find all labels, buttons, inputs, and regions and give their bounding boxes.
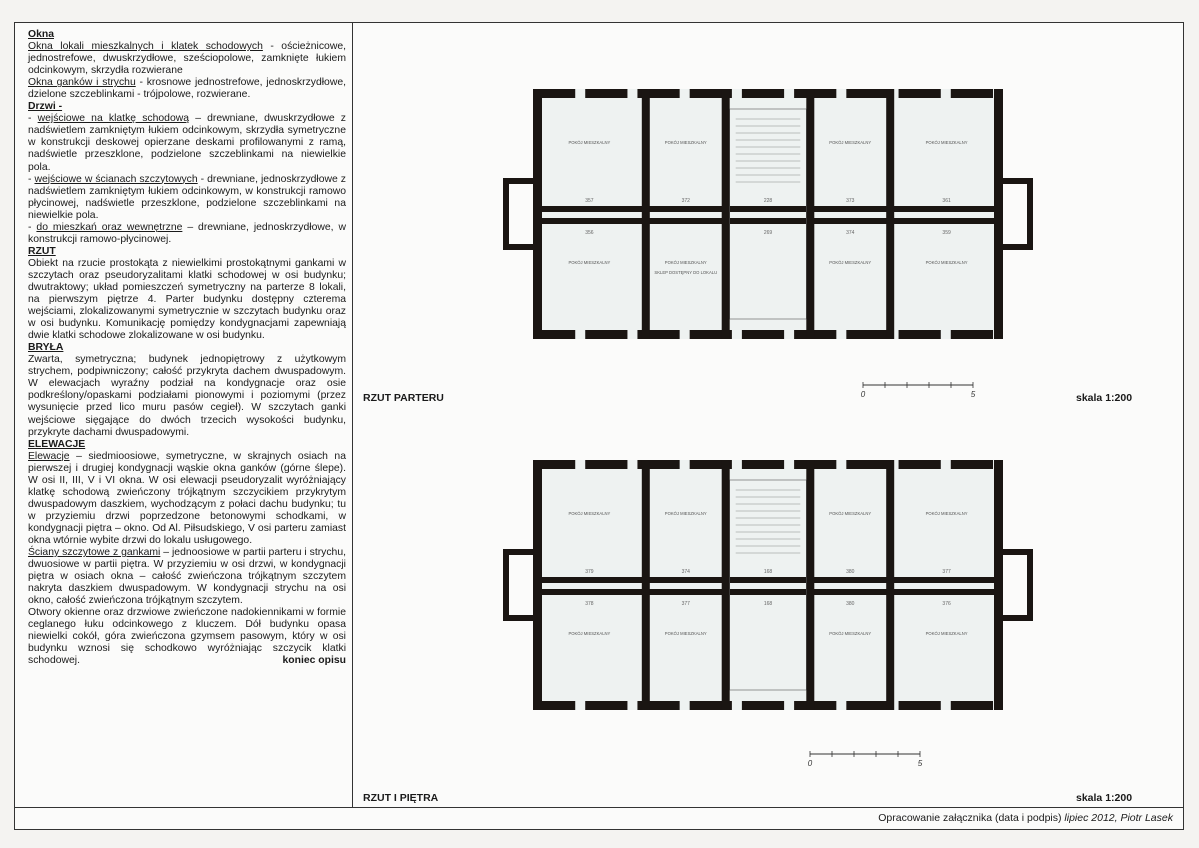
first-room-label: POKÓJ MIESZKALNY xyxy=(925,511,968,516)
first-dimension-label: 168 xyxy=(763,569,773,575)
ground-room-label: POKÓJ MIESZKALNY xyxy=(925,140,968,145)
first-scalebar-max: 5 xyxy=(917,759,923,768)
first-scalebar-min: 0 xyxy=(807,759,813,768)
first-dimension-label: 376 xyxy=(942,601,951,607)
ground-spine-wall-b xyxy=(533,218,1003,224)
ground-scalebar-max: 5 xyxy=(970,390,976,399)
drawing-sheet xyxy=(14,22,1184,830)
ground-right-porch-wall xyxy=(1027,178,1033,250)
bryla-paragraph: Zwarta, symetryczna; budynek jednopiętrowy z użytkowym strychem, podpiwniczony; całość przykryta dachem dwuspadowym. W elewacjach wyraźny podział na kondygnacje oraz osie podkreślony/opaskami podziałami pionowymi i poziomymi (przez wysunięcie przed lico muru pasów cegieł). W szczytach ganki wejściowe sięgające do dwóch trzecich wysokości budynku, przykryte dachami dwuspadowymi. xyxy=(28,354,346,438)
ground-spine-wall-a xyxy=(533,206,1003,212)
first-spine-wall-b xyxy=(533,589,1003,595)
first-top-wall xyxy=(846,460,888,469)
first-plan xyxy=(503,460,1033,710)
first-top-wall xyxy=(794,460,836,469)
ground-bottom-wall xyxy=(951,330,993,339)
heading-bryla: BRYŁA xyxy=(28,342,64,354)
first-left-porch-wall xyxy=(503,549,509,621)
description-panel xyxy=(15,23,353,807)
first-bottom-wall xyxy=(742,701,784,710)
ground-bottom-wall xyxy=(742,330,784,339)
ground-room-label: POKÓJ MIESZKALNY xyxy=(829,260,872,265)
ground-left-wall xyxy=(533,89,542,339)
first-right-wall xyxy=(994,460,1003,710)
first-dimension-label: 378 xyxy=(585,601,594,607)
ground-top-wall xyxy=(899,89,941,98)
ground-dimension-label: 359 xyxy=(942,230,951,236)
floor-plans-svg xyxy=(353,23,1183,807)
first-dimension-label: 379 xyxy=(585,569,594,575)
first-bottom-wall xyxy=(899,701,941,710)
first-dimension-label: 377 xyxy=(681,601,690,607)
first-room-label: POKÓJ MIESZKALNY xyxy=(568,511,611,516)
ground-top-wall xyxy=(742,89,784,98)
end-of-description: koniec opisu xyxy=(282,655,346,667)
ground-top-wall xyxy=(951,89,993,98)
first-top-wall xyxy=(585,460,627,469)
first-right-porch-wall xyxy=(1027,549,1033,621)
first-dimension-label: 380 xyxy=(846,601,855,607)
ground-room-label: POKÓJ MIESZKALNY xyxy=(664,260,707,265)
first-top-wall xyxy=(742,460,784,469)
okna-paragraph-1: Okna lokali mieszkalnych i klatek schodowych - ościeżnicowe, jednostrefowe, dwuskrzydłowe, sześciopolowe, zamknięte łukiem odcinkowym, skrzydła rozwierane xyxy=(28,41,346,77)
heading-rzut: RZUT xyxy=(28,245,56,257)
elewacje-paragraph-1: Elewacje – siedmioosiowe, symetryczne, w skrajnych osiach na pierwszej i drugiej kondygnacji wąskie okna ganków (górne ślepe). W osi II, III, V i VI okna. W osi elewacji pseudoryzalit wyróżniający klatkę schodową zwieńczony trójkątnym szczycikiem przykrytym dwuspadowym daszkiem, wychodzącym z połaci dachu budynku; tu w przyziemiu drzwi poprzedzone betonowymi schodkami, w kondygnacji piętra – okno. Od Al. Piłsudskiego, V osi parteru zamiast okna wtórnie wybite drzwi do lokalu usługowego. xyxy=(28,450,346,546)
first-room-label: POKÓJ MIESZKALNY xyxy=(664,511,707,516)
service-room-label: SKLEP DOSTĘPNY DO LOKALU xyxy=(654,270,718,275)
first-top-wall xyxy=(899,460,941,469)
ground-bottom-wall xyxy=(794,330,836,339)
ground-plan xyxy=(503,89,1033,339)
ground-scalebar-min: 0 xyxy=(860,390,866,399)
first-cross-wall xyxy=(722,460,730,710)
first-bottom-wall xyxy=(585,701,627,710)
elewacje-paragraph-3: Otwory okienne oraz drzwiowe zwieńczone nadokiennikami w formie ceglanego łuku odcinkowego z kluczem. Dół budynku opasa niewielki cokół, góra zwieńczona gzymsem pasowym, który w osi budynku wznosi się schodkowo wyróżniając szczycik klatki schodowej. koniec opisu xyxy=(28,607,346,667)
drzwi-paragraph-1: - wejściowe na klatkę schodową – drewniane, dwuskrzydłowe z nadświetlem zamkniętym łukiem odcinkowym, skrzydła symetryczne w konstrukcji deskowej opierzane deskami profilowanymi z ramą, nadświetle przeszklone, podzielone szczeblinkami na niewielkie pola. xyxy=(28,113,346,173)
ground-top-wall xyxy=(794,89,836,98)
first-spine-wall-a xyxy=(533,577,1003,583)
footer-bar xyxy=(15,807,1183,829)
ground-top-wall xyxy=(585,89,627,98)
first-room-label: POKÓJ MIESZKALNY xyxy=(568,631,611,636)
ground-dimension-label: 372 xyxy=(681,198,690,204)
first-cross-wall xyxy=(806,460,814,710)
ground-dimension-label: 269 xyxy=(763,230,773,236)
ground-right-wall xyxy=(994,89,1003,339)
first-dimension-label: 374 xyxy=(681,569,690,575)
first-cross-wall xyxy=(642,460,650,710)
ground-room-label: POKÓJ MIESZKALNY xyxy=(664,140,707,145)
ground-bottom-wall xyxy=(899,330,941,339)
ground-dimension-label: 228 xyxy=(763,198,773,204)
ground-floor-scale: skala 1:200 xyxy=(1076,392,1133,404)
first-room-label: POKÓJ MIESZKALNY xyxy=(829,511,872,516)
ground-room-label: POKÓJ MIESZKALNY xyxy=(829,140,872,145)
first-left-wall xyxy=(533,460,542,710)
ground-floor-fill xyxy=(533,89,1003,339)
floor-plans-area xyxy=(353,23,1183,807)
elewacje-paragraph-2: Ściany szczytowe z gankami – jednoosiowe w partii parteru i strychu, dwuosiowe w partii piętra. W przyziemiu w osi drzwi, w kondygnacji piętra w osiach okna – całość zwieńczona trójkątnym szczytem nakryta daszkiem dwuspadowym. W kondygnacji strychu na osi okno, całość zwieńczona trójkątnym szczytem. xyxy=(28,547,346,607)
ground-dimension-label: 361 xyxy=(942,198,951,204)
first-dimension-label: 380 xyxy=(846,569,855,575)
first-bottom-wall xyxy=(951,701,993,710)
ground-room-label: POKÓJ MIESZKALNY xyxy=(568,260,611,265)
first-dimension-label: 168 xyxy=(763,601,773,607)
okna-paragraph-2: Okna ganków i strychu - krosnowe jednostrefowe, jednoskrzydłowe, dzielone szczeblinkami - trójpolowe, rozwierane. xyxy=(28,77,346,101)
rzut-paragraph: Obiekt na rzucie prostokąta z niewielkimi prostokątnymi gankami w szczytach oraz pseudoryzalitami klatki schodowej w osi budynku; dwutraktowy; układ pomieszczeń symetryczny na parterze 8 lokali, na pierwszym piętrze 4. Parter budynku dostępny czterema wejściami, zlokalizowanymi symetrycznie w szczytach budynku oraz w osi budynku. Komunikację pomiędzy kondygnacjami zapewniają dwie klatki schodowe zlokalizowane w osi budynku. xyxy=(28,257,346,342)
first-top-wall xyxy=(951,460,993,469)
first-dimension-label: 377 xyxy=(942,569,951,575)
first-room-label: POKÓJ MIESZKALNY xyxy=(664,631,707,636)
footer-signature: Opracowanie załącznika (data i podpis) lipiec 2012, Piotr Lasek xyxy=(878,812,1173,824)
first-room-label: POKÓJ MIESZKALNY xyxy=(829,631,872,636)
first-floor-label: RZUT I PIĘTRA xyxy=(363,792,439,804)
drzwi-paragraph-3: - do mieszkań oraz wewnętrzne – drewniane, jednoskrzydłowe, w konstrukcji ramowo-płycinowej. xyxy=(28,221,346,245)
ground-dimension-label: 373 xyxy=(846,198,855,204)
ground-room-label: POKÓJ MIESZKALNY xyxy=(568,140,611,145)
ground-left-porch-wall xyxy=(503,178,509,250)
first-floor-scale: skala 1:200 xyxy=(1076,792,1133,804)
ground-cross-wall xyxy=(886,89,894,339)
ground-cross-wall xyxy=(806,89,814,339)
ground-dimension-label: 357 xyxy=(585,198,594,204)
first-room-label: POKÓJ MIESZKALNY xyxy=(925,631,968,636)
first-bottom-wall xyxy=(846,701,888,710)
ground-cross-wall xyxy=(722,89,730,339)
ground-top-wall xyxy=(846,89,888,98)
ground-dimension-label: 356 xyxy=(585,230,594,236)
heading-okna: Okna xyxy=(28,29,54,40)
heading-elewacje: ELEWACJE xyxy=(28,438,86,450)
first-floor-fill xyxy=(533,460,1003,710)
drzwi-paragraph-2: - wejściowe w ścianach szczytowych - drewniane, jednoskrzydłowe z nadświetlem zamkniętym łukiem odcinkowym, w konstrukcji ramowo płycinowej, nadświetle przeszklone, podzielone szczeblinkami na niewielkie pola. xyxy=(28,173,346,221)
ground-dimension-label: 374 xyxy=(846,230,855,236)
first-bottom-wall xyxy=(794,701,836,710)
first-cross-wall xyxy=(886,460,894,710)
heading-drzwi: Drzwi - xyxy=(28,101,63,113)
ground-cross-wall xyxy=(642,89,650,339)
ground-bottom-wall xyxy=(846,330,888,339)
ground-floor-label: RZUT PARTERU xyxy=(363,392,444,404)
ground-room-label: POKÓJ MIESZKALNY xyxy=(925,260,968,265)
ground-bottom-wall xyxy=(585,330,627,339)
